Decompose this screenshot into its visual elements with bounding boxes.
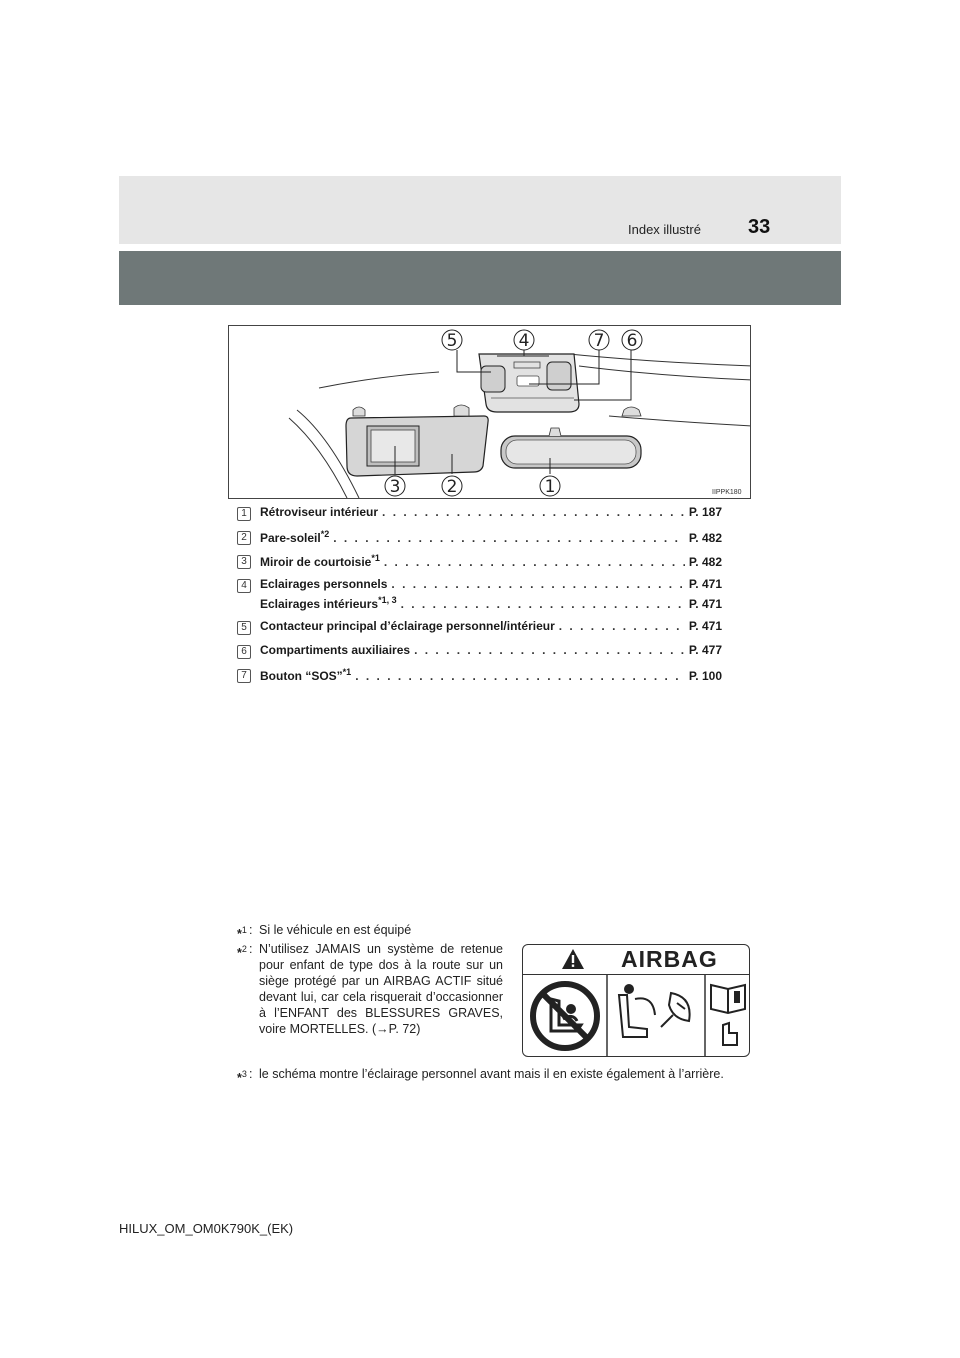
- callout-7: 7: [593, 331, 605, 351]
- leader-dots: [401, 597, 685, 611]
- item-number: 2: [237, 531, 251, 545]
- item-number: 5: [237, 621, 251, 635]
- page-ref-link[interactable]: P. 482: [688, 531, 722, 545]
- page-ref-link[interactable]: P. 100: [688, 669, 722, 683]
- leader-dots: [391, 577, 684, 591]
- footnote-ref: *2: [320, 529, 330, 539]
- item-label: Miroir de courtoisie: [260, 555, 372, 569]
- item-label: Eclairages personnels: [260, 577, 388, 591]
- read-manual-icon: [711, 985, 745, 1045]
- item-list: [237, 505, 727, 691]
- footnote-ref: *1, 3: [378, 595, 397, 605]
- page-ref-link[interactable]: P. 471: [688, 619, 722, 633]
- list-item: [237, 505, 727, 529]
- section-title: Index illustré: [628, 222, 701, 237]
- callout-6: 6: [626, 331, 638, 351]
- item-number: 6: [237, 645, 251, 659]
- item-number: 4: [237, 579, 251, 593]
- document-code: HILUX_OM_OM0K790K_(EK): [119, 1221, 294, 1236]
- airbag-word: AIRBAG: [621, 946, 718, 972]
- page-ref-link[interactable]: P. 471: [688, 597, 722, 611]
- list-item: [237, 529, 727, 553]
- header-band: [119, 176, 841, 244]
- list-item: [237, 553, 727, 577]
- footnote-text: le schéma montre l’éclairage personnel avant mais il en existe également à l’arrière.: [259, 1067, 724, 1081]
- item-label: Bouton “SOS”: [260, 669, 343, 683]
- footnote-2: *$^2$ : N’utilisez JAMAIS un système de retenue pour enfant de type dos à la route sur un siège protégé par un AIRBAG ACTIF situé devant lui, car cela risquerait d’occasionner à l’ENFANT des BLESSURES GRAVES, voire MORTELLES. (→P. 72): [237, 942, 503, 1036]
- list-item: [237, 667, 727, 691]
- footnote-3: *$^3$ : le schéma montre l’éclairage personnel avant mais il en existe également à l’arrière.: [237, 1066, 749, 1082]
- item-label: Compartiments auxiliaires: [260, 643, 411, 657]
- figure-code: IIPPK180: [712, 489, 742, 496]
- list-item: [237, 619, 727, 643]
- callout-1: 1: [544, 477, 556, 497]
- cabin-illustration: [228, 325, 751, 499]
- item-label: Eclairages intérieurs: [260, 597, 379, 611]
- leader-dots: [559, 619, 685, 633]
- page-number: 33: [748, 216, 771, 238]
- airbag-pictograms: [523, 975, 750, 1057]
- item-label: Rétroviseur intérieur: [260, 505, 379, 519]
- no-rear-facing-seat-icon: [533, 984, 597, 1048]
- page-ref-link[interactable]: P. 187: [688, 505, 722, 519]
- callout-4: 4: [518, 331, 530, 351]
- chapter-band: [119, 251, 841, 305]
- callout-5: 5: [446, 331, 458, 351]
- page-ref-link[interactable]: P. 477: [688, 643, 722, 657]
- page-ref-link[interactable]: P. 471: [688, 577, 722, 591]
- leader-dots: [382, 505, 685, 519]
- airbag-deploy-icon: [619, 984, 690, 1037]
- leader-dots: [355, 669, 685, 683]
- footnote-text: N’utilisez JAMAIS un système de retenue pour enfant de type dos à la route sur un siège protégé par un AIRBAG ACTIF situé devant lui, car cela risquerait d’occasionner à l’ENFANT des BLESSURES GRAVES, voire MORTELLES. (→P. 72): [259, 942, 503, 1036]
- footnote-ref: *1: [371, 553, 380, 563]
- list-item: [237, 577, 727, 619]
- leader-dots: [414, 643, 685, 657]
- callout-3: 3: [389, 477, 401, 497]
- item-number: 7: [237, 669, 251, 683]
- cabin-drawing: [229, 326, 751, 499]
- footnote-ref: *1: [342, 667, 352, 677]
- footnote-text: Si le véhicule en est équipé: [259, 923, 412, 937]
- item-label: Pare-soleil: [260, 531, 321, 545]
- item-label: Contacteur principal d’éclairage personnel/intérieur: [260, 619, 555, 633]
- leader-dots: [333, 531, 685, 545]
- list-item: [237, 643, 727, 667]
- callout-2: 2: [446, 477, 458, 497]
- leader-dots: [384, 555, 685, 569]
- page-ref-link[interactable]: P. 482: [688, 555, 722, 569]
- airbag-warning-label: [522, 944, 750, 1057]
- item-number: 3: [237, 555, 251, 569]
- footnote-1: *$^1$ : Si le véhicule en est équipé: [237, 922, 727, 938]
- warning-triangle-icon: [561, 948, 585, 970]
- item-number: 1: [237, 507, 251, 521]
